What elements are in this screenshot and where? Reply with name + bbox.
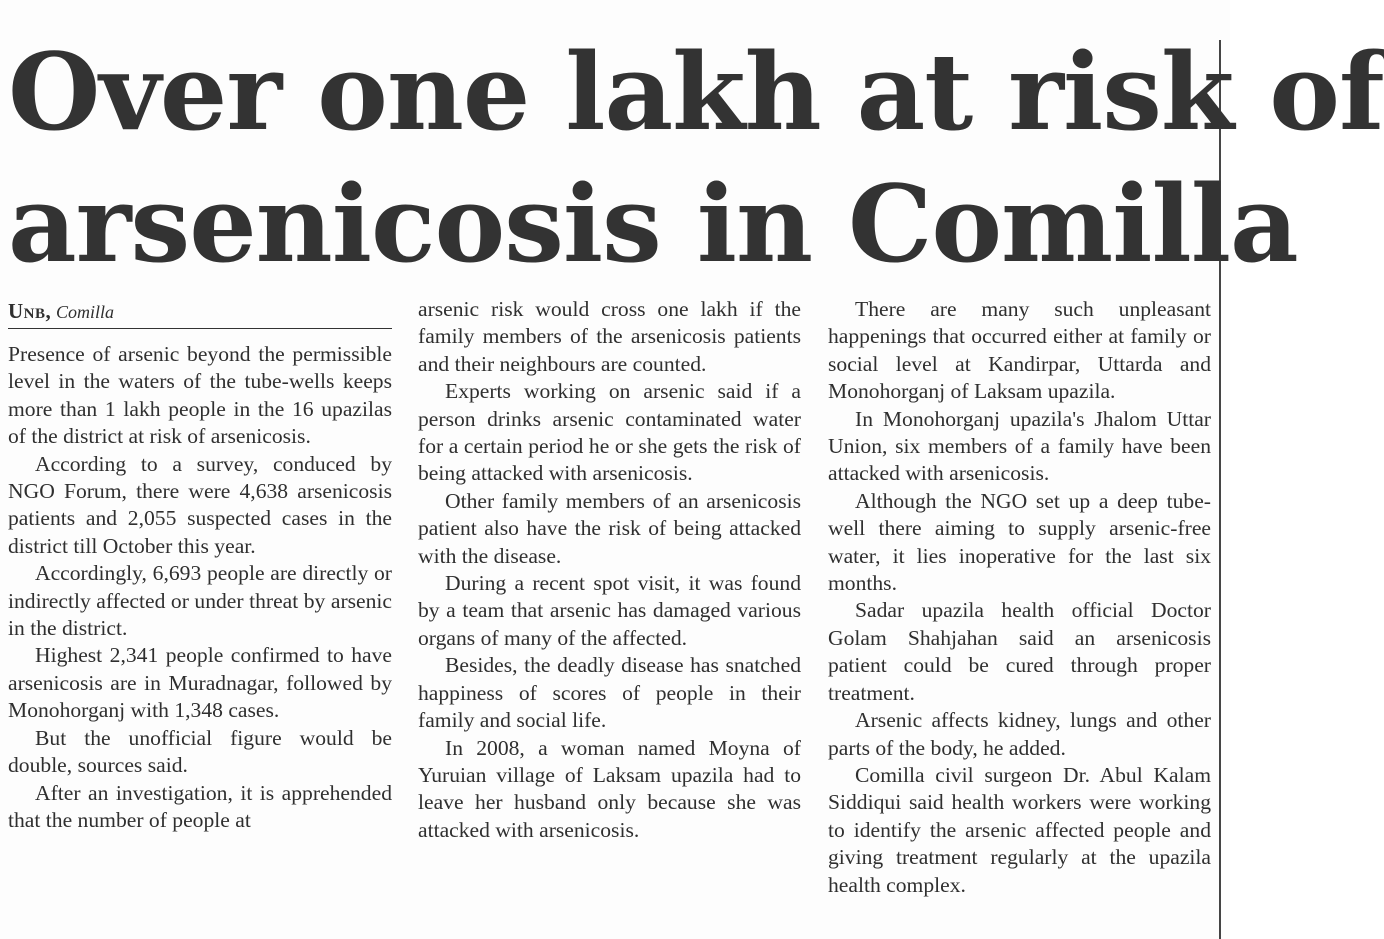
byline-place: Comilla (56, 302, 115, 322)
paragraph: Sadar upazila health official Doctor Golam Shahjahan said an arsenicosis patient could be cured through proper treatment. (828, 598, 1211, 705)
paragraph: During a recent spot visit, it was found by a team that arsenic has damaged various organs of many of the affected. (418, 571, 801, 650)
paragraph: Presence of arsenic beyond the permissible level in the waters of the tube-wells keeps more than 1 lakh people in the 16 upazilas of the district at risk of arsenicosis. (8, 342, 392, 449)
article-column-1 (8, 296, 392, 834)
paragraph: Other family members of an arsenicosis patient also have the risk of being attacked with the disease. (418, 488, 801, 568)
paragraph: There are many such unpleasant happenings that occurred either at family or social level at Kandirpar, Uttarda and Monohorganj of Laksam upazila. (828, 297, 1211, 404)
paragraph: Comilla civil surgeon Dr. Abul Kalam Siddiqui said health workers were working to identify the arsenic affected people and giving treatment regularly at the upazila health complex. (828, 762, 1211, 897)
paragraph: Accordingly, 6,693 people are directly or indirectly affected or under threat by arsenic in the district. (8, 561, 392, 641)
paragraph: In Monohorganj upazila's Jhalom Uttar Union, six members of a family have been attacked with arsenicosis. (828, 406, 1211, 486)
paragraph: In 2008, a woman named Moyna of Yuruian village of Laksam upazila had to leave her husband only because she was attacked with arsenicosis. (418, 735, 801, 842)
byline-agency: Unb, (8, 299, 52, 323)
paragraph: arsenic risk would cross one lakh if the family members of the arsenicosis patients and their neighbours are counted. (418, 297, 801, 376)
paragraph: Although the NGO set up a deep tube-well there aiming to supply arsenic-free water, it lies inoperative for the last six months. (828, 488, 1211, 596)
article-column-2 (418, 296, 801, 844)
paragraph: Arsenic affects kidney, lungs and other parts of the body, he added. (828, 708, 1211, 760)
paragraph: Besides, the deadly disease has snatched happiness of scores of people in their family and social life. (418, 653, 801, 733)
paragraph: Highest 2,341 people confirmed to have arsenicosis are in Muradnagar, followed by Monohorganj with 1,348 cases. (8, 643, 392, 723)
article-column-3 (828, 296, 1211, 899)
byline (8, 296, 392, 329)
headline-line-1: Over one lakh at risk of (8, 29, 1384, 154)
paragraph: After an investigation, it is apprehended that the number of people at (8, 780, 392, 832)
headline (8, 26, 1384, 290)
headline-line-2: arsenicosis in Comilla (8, 161, 1298, 286)
paragraph: But the unofficial figure would be double, sources said. (8, 725, 392, 778)
paragraph: According to a survey, conduced by NGO Forum, there were 4,638 arsenicosis patients and 2,055 suspected cases in the district till October this year. (8, 451, 392, 558)
paragraph: Experts working on arsenic said if a person drinks arsenic contaminated water for a certain period he or she gets the risk of being attacked with arsenicosis. (418, 379, 801, 486)
